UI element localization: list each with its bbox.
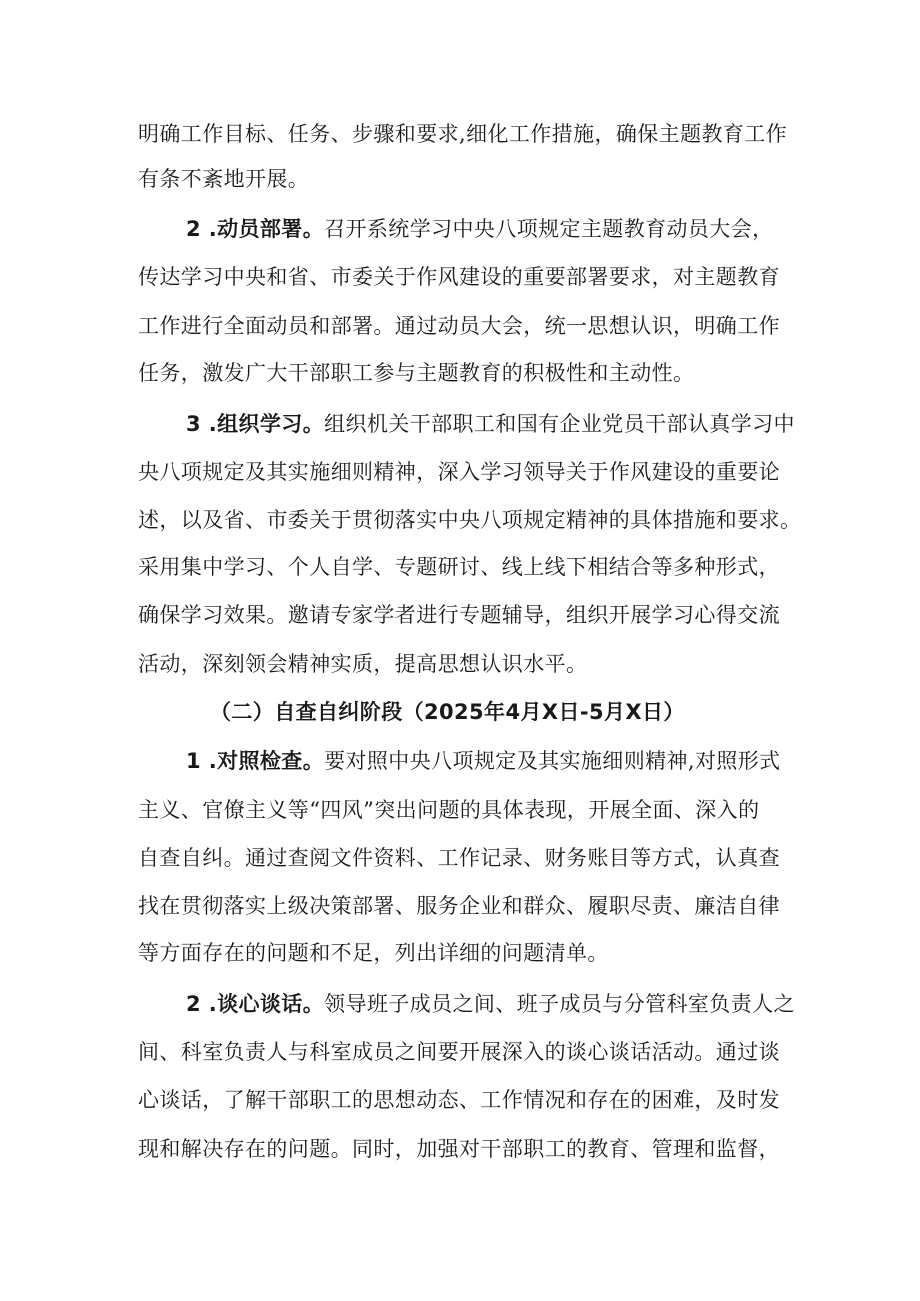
text-line: 要对照中央八项规定及其实施细则精神,对照形式 xyxy=(324,749,781,773)
text-line: 活动，深刻领会精神实质，提高思想认识水平。 xyxy=(138,652,588,676)
text-line: 组织机关干部职工和国有企业党员干部认真学习中 xyxy=(324,412,795,436)
text-line: 自查自纠。通过查阅文件资料、工作记录、财务账目等方式，认真查 xyxy=(138,846,780,870)
paragraph-compare xyxy=(186,746,781,776)
text-line: 等方面存在的问题和不足，列出详细的问题清单。 xyxy=(138,941,609,965)
text-line: 工作进行全面动员和部署。通过动员大会，统一思想认识，明确工作 xyxy=(138,314,780,338)
paragraph-study xyxy=(186,409,795,439)
text-line: 间、科室负责人与科室成员之间要开展深入的谈心谈话活动。通过谈 xyxy=(138,1040,780,1064)
text-line: 召开系统学习中央八项规定主题教育动员大会， xyxy=(324,217,774,241)
text-line: 述，以及省、市委关于贯彻落实中央八项规定精神的具体措施和要求。 xyxy=(138,508,802,532)
text-line: 明确工作目标、任务、步骤和要求,细化工作措施，确保主题教育工作 xyxy=(138,122,788,146)
text-line: 现和解决存在的问题。同时，加强对干部职工的教育、管理和监督， xyxy=(138,1137,780,1161)
text-line: 主义、官僚主义等“四风”突出问题的具体表现，开展全面、深入的 xyxy=(138,798,760,822)
paragraph-talk xyxy=(186,989,795,1019)
text-line: 有条不紊地开展。 xyxy=(138,167,310,191)
text-line: 确保学习效果。邀请专家学者进行专题辅导，组织开展学习心得交流 xyxy=(138,603,780,627)
text-line: 心谈话，了解干部职工的思想动态、工作情况和存在的困难，及时发 xyxy=(138,1088,780,1112)
text-line: 任务，激发广大干部职工参与主题教育的积极性和主动性。 xyxy=(138,361,695,385)
text-line: 央八项规定及其实施细则精神，深入学习领导关于作风建设的重要论 xyxy=(138,460,780,484)
section-heading: （二）自查自纠阶段（2025年4月X日-5月X日） xyxy=(210,700,685,724)
label-talk: 2 .谈心谈话。 xyxy=(186,992,325,1016)
text-line: 领导班子成员之间、班子成员与分管科室负责人之 xyxy=(324,992,795,1016)
label-mobilize: 2 .动员部署。 xyxy=(186,217,325,241)
text-line: 找在贯彻落实上级决策部署、服务企业和群众、履职尽责、廉洁自律 xyxy=(138,894,780,918)
text-line: 采用集中学习、个人自学、专题研讨、线上线下相结合等多种形式， xyxy=(138,555,780,579)
text-line: 传达学习中央和省、市委关于作风建设的重要部署要求，对主题教育 xyxy=(138,265,780,289)
label-study: 3 .组织学习。 xyxy=(186,412,325,436)
label-compare: 1 .对照检查。 xyxy=(186,749,325,773)
paragraph-mobilize xyxy=(186,214,774,244)
